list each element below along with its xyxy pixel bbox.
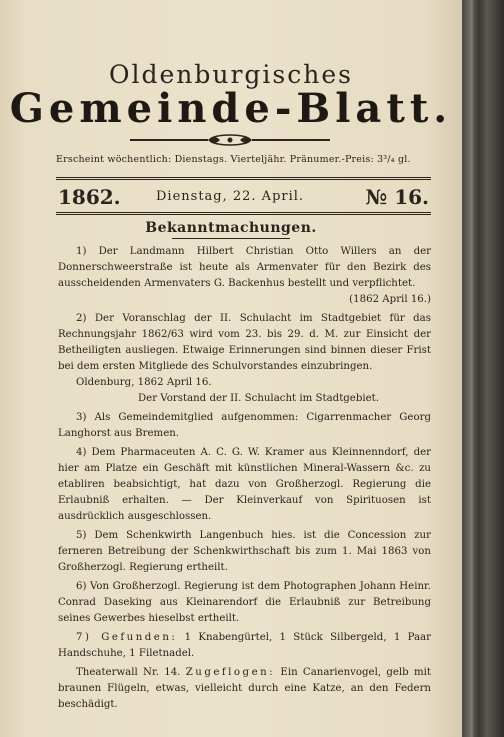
- book-spine: [462, 0, 504, 737]
- masthead-small-title: Oldenburgisches: [108, 60, 353, 89]
- ornament-divider-icon: [130, 133, 330, 147]
- issue-year: 1862.: [58, 185, 121, 209]
- notice-1-date: (1862 April 16.): [349, 294, 431, 305]
- notice-5: 5) Dem Schenkwirth Langenbuch hies. ist die Concession zur ferneren Betreibung der Schenkwirthschaft bis zum 1. Mai 1863 von Großherzogl. Regierung ertheilt.: [58, 530, 431, 573]
- notice-1: 1) Der Landmann Hilbert Christian Otto Willers an der Donnerschweerstraße ist heute als Armenvater für den Bezirk des ausscheidenden Armenvaters G. Backenhus bestellt und verpflichtet.: [58, 246, 431, 289]
- header-rule-top: [56, 177, 431, 180]
- notice-4: 4) Dem Pharmaceuten A. C. G. W. Kramer aus Kleinnenndorf, der hier am Platze ein Geschäft mit künstlichen Mineral-Wassern &c. zu etabliren beabsichtigt, hat dazu von Großherzogl. Regierung die Erlaubniß erhalten. — Der Kleinverkauf von Spirituosen ist ausdrücklich ausgeschlossen.: [58, 447, 431, 522]
- notice-8-text: Ein Canarienvogel, gelb mit braunen Flügeln, etwas, vielleicht durch eine Katze, an den Federn beschädigt.: [58, 667, 431, 710]
- notice-2-signature: Der Vorstand der II. Schulacht im Stadtgebiet.: [138, 393, 379, 404]
- section-title: Bekanntmachungen.: [0, 220, 462, 239]
- notices-body: [58, 244, 431, 716]
- notice-8-lead: Theaterwall Nr. 14.: [76, 667, 181, 678]
- notice-7-text: 1 Knabengürtel, 1 Stück Silbergeld, 1 Paar Handschuhe, 1 Filetnadel.: [58, 632, 431, 659]
- notice-2-place: Oldenburg, 1862 April 16.: [76, 377, 212, 388]
- notice-2: 2) Der Voranschlag der II. Schulacht im Stadtgebiet für das Rechnungsjahr 1862/63 wird vom 23. bis 29. d. M. zur Einsicht der Betheiligten ausliegen. Etwaige Erinnerungen sind binnen dieser Frist bei dem ersten Mitgliede des Schulvorstandes einzubringen.: [58, 313, 431, 372]
- header-rule-bottom: [56, 212, 431, 215]
- notice-7-label: 7) Gefunden:: [76, 632, 178, 643]
- notice-6: 6) Von Großherzogl. Regierung ist dem Photographen Johann Heinr. Conrad Daseking aus Kleinarendorf die Erlaubniß zur Betreibung seines Gewerbes hieselbst ertheilt.: [58, 581, 431, 624]
- issue-line: [56, 185, 431, 211]
- notice-8-label: Zugeflogen:: [185, 667, 276, 678]
- publication-info: Erscheint wöchentlich: Dienstags. Vierteljähr. Pränumer.-Preis: 3³/₄ gl.: [56, 154, 411, 165]
- issue-date: Dienstag, 22. April.: [156, 189, 305, 204]
- issue-number: № 16.: [365, 185, 429, 209]
- masthead-title: Gemeinde-Blatt.: [9, 85, 453, 132]
- notice-3: 3) Als Gemeindemitglied aufgenommen: Cigarrenmacher Georg Langhorst aus Bremen.: [58, 412, 431, 439]
- notice-8: [58, 665, 431, 713]
- notice-7: [58, 630, 431, 662]
